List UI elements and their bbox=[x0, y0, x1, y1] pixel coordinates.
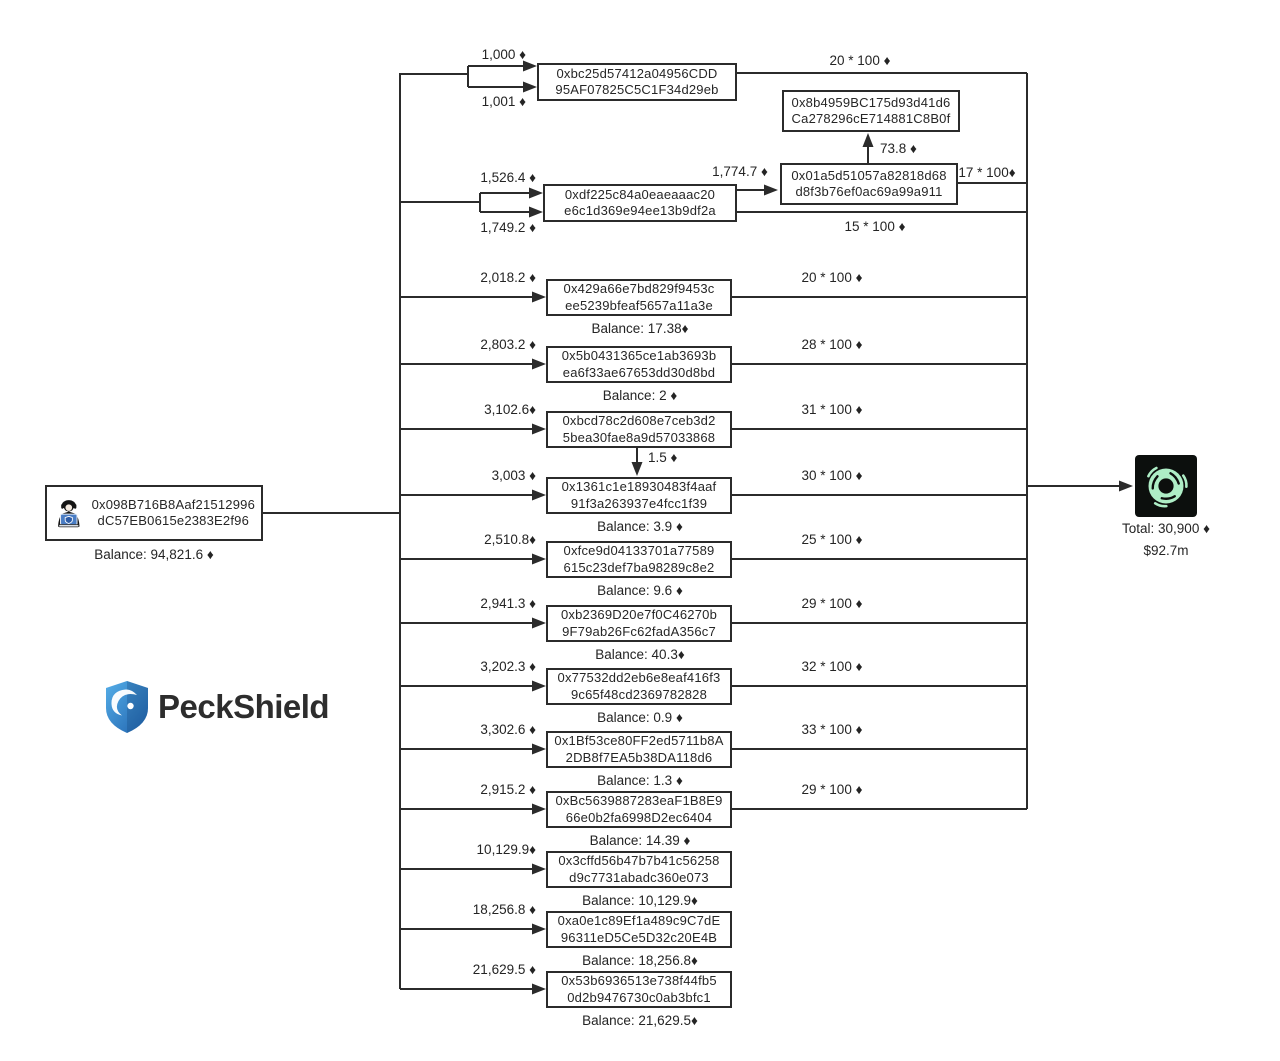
transfer-amount-label: 1.5 ♦ bbox=[648, 450, 678, 465]
row-in-amount: 3,302.6 ♦ bbox=[480, 722, 536, 737]
address-line2: 615c23def7ba98289c8e2 bbox=[563, 559, 715, 575]
address-line1: 0x3cffd56b47b7b41c56258 bbox=[558, 853, 720, 868]
deposit-amount-label: 20 * 100 ♦ bbox=[829, 53, 891, 68]
node-balance: Balance: 9.6 ♦ bbox=[597, 583, 683, 598]
address-line1: 0x5b0431365ce1ab3693b bbox=[561, 348, 717, 363]
address-line2: d9c7731abadc360e073 bbox=[569, 869, 709, 885]
address-line2: Ca278296cE714881C8B0f bbox=[791, 111, 951, 126]
address-line1: 0x1Bf53ce80FF2ed5711b8A bbox=[554, 733, 724, 748]
row-in-amount: 21,629.5 ♦ bbox=[472, 962, 536, 977]
address-node bbox=[546, 851, 732, 888]
address-node bbox=[546, 731, 732, 768]
address-line1: 0xbcd78c2d608e7ceb3d2 bbox=[562, 413, 716, 428]
address-line1: 0xBc5639887283eaF1B8E9 bbox=[555, 793, 723, 808]
hacker-icon bbox=[53, 493, 85, 533]
row-out-amount: 29 * 100 ♦ bbox=[801, 596, 863, 611]
node-balance: Balance: 40.3♦ bbox=[595, 647, 685, 662]
row-in-amount: 3,003 ♦ bbox=[491, 468, 536, 483]
tornado-cash-icon bbox=[1135, 455, 1197, 517]
address-line1: 0x53b6936513e738f44fb5 bbox=[561, 973, 717, 988]
row-out-amount: 30 * 100 ♦ bbox=[801, 468, 863, 483]
address-line2: 95AF07825C5C1F34d29eb bbox=[555, 82, 719, 97]
node-balance: Balance: 0.9 ♦ bbox=[597, 710, 683, 725]
address-line1: 0x77532dd2eb6e8eaf416f3 bbox=[557, 670, 721, 685]
node-balance: Balance: 2 ♦ bbox=[602, 388, 678, 403]
row-out-amount: 28 * 100 ♦ bbox=[801, 337, 863, 352]
address-line2: ea6f33ae67653dd30d8bd bbox=[562, 364, 716, 380]
row-in-amount: 2,941.3 ♦ bbox=[480, 596, 536, 611]
address-line1: 0x01a5d51057a82818d68 bbox=[791, 167, 947, 183]
address-node bbox=[546, 791, 732, 828]
row-out-amount: 29 * 100 ♦ bbox=[801, 782, 863, 797]
transfer-amount-label: 1,000 ♦ bbox=[481, 47, 526, 62]
address-line2: 2DB8f7EA5b38DA118d6 bbox=[565, 749, 713, 765]
address-line2: 91f3a263937e4fcc1f39 bbox=[570, 495, 708, 511]
row-in-amount: 10,129.9♦ bbox=[476, 842, 536, 857]
row-out-amount: 32 * 100 ♦ bbox=[801, 659, 863, 674]
address-node-8b49 bbox=[782, 90, 960, 132]
row-in-amount: 18,256.8 ♦ bbox=[472, 902, 536, 917]
peckshield-logo bbox=[103, 680, 329, 734]
peckshield-wordmark: PeckShield bbox=[158, 688, 330, 725]
row-in-amount: 2,018.2 ♦ bbox=[480, 270, 536, 285]
address-node bbox=[546, 477, 732, 514]
transfer-amount-label: 1,749.2 ♦ bbox=[480, 220, 536, 235]
node-balance: Balance: 3.9 ♦ bbox=[597, 519, 683, 534]
source-address-line2: dC57EB0615e2383E2f96 bbox=[97, 513, 250, 528]
transfer-amount-label: 1,526.4 ♦ bbox=[480, 170, 536, 185]
transfer-amount-label: 73.8 ♦ bbox=[880, 141, 917, 156]
row-out-amount: 31 * 100 ♦ bbox=[801, 402, 863, 417]
address-line2: ee5239bfeaf5657a11a3e bbox=[565, 297, 713, 313]
node-balance: Balance: 18,256.8♦ bbox=[582, 953, 698, 968]
node-balance: Balance: 10,129.9♦ bbox=[582, 893, 698, 908]
node-balance: Balance: 1.3 ♦ bbox=[597, 773, 683, 788]
transfer-amount-label: 1,774.7 ♦ bbox=[712, 164, 768, 179]
address-line1: 0x1361c1e18930483f4aaf bbox=[561, 479, 717, 494]
address-line1: 0xdf225c84a0eaeaaac20 bbox=[564, 186, 716, 202]
address-node bbox=[546, 541, 732, 578]
address-node-df22 bbox=[543, 184, 737, 222]
address-line2: 9c65f48cd2369782828 bbox=[570, 686, 708, 702]
address-line2: 5bea30fae8a9d57033868 bbox=[562, 429, 716, 445]
node-balance: Balance: 21,629.5♦ bbox=[582, 1013, 698, 1028]
peckshield-shield-icon bbox=[103, 680, 151, 734]
row-in-amount: 3,202.3 ♦ bbox=[480, 659, 536, 674]
address-line2: 66e0b2fa6998D2ec6404 bbox=[565, 809, 713, 825]
address-line1: 0xfce9d04133701a77589 bbox=[563, 543, 715, 558]
row-in-amount: 2,510.8♦ bbox=[484, 532, 536, 547]
source-balance: Balance: 94,821.6 ♦ bbox=[94, 547, 214, 562]
address-node-bc25 bbox=[537, 63, 737, 101]
address-line1: 0x8b4959BC175d93d41d6 bbox=[791, 94, 951, 110]
address-line1: 0xbc25d57412a04956CDD bbox=[556, 65, 718, 81]
address-node bbox=[546, 911, 732, 948]
row-out-amount: 20 * 100 ♦ bbox=[801, 270, 863, 285]
address-node bbox=[546, 605, 732, 642]
node-balance: Balance: 17.38♦ bbox=[591, 321, 689, 336]
address-node bbox=[546, 668, 732, 705]
row-out-amount: 33 * 100 ♦ bbox=[801, 722, 863, 737]
address-line1: 0xa0e1c89Ef1a489c9C7dE bbox=[557, 913, 721, 928]
address-node bbox=[546, 971, 732, 1008]
source-address-node bbox=[45, 485, 263, 541]
address-line2: 96311eD5Ce5D32c20E4B bbox=[560, 929, 718, 945]
destination-total: Total: 30,900 ♦ bbox=[1122, 521, 1210, 536]
address-line1: 0x429a66e7bd829f9453c bbox=[563, 281, 715, 296]
address-node bbox=[546, 346, 732, 383]
address-node bbox=[546, 411, 732, 448]
address-line2: 9F79ab26Fc62fadA356c7 bbox=[562, 623, 716, 639]
row-in-amount: 2,803.2 ♦ bbox=[480, 337, 536, 352]
destination-usd-value: $92.7m bbox=[1143, 543, 1189, 558]
source-address-line1: 0x098B716B8Aaf21512996 bbox=[91, 497, 255, 512]
deposit-amount-label: 15 * 100 ♦ bbox=[844, 219, 906, 234]
address-node bbox=[546, 279, 732, 316]
address-line2: d8f3b76ef0ac69a99a911 bbox=[795, 184, 943, 199]
address-line2: e6c1d369e94ee13b9df2a bbox=[564, 203, 716, 218]
transfer-amount-label: 1,001 ♦ bbox=[481, 94, 526, 109]
address-line2: 0d2b9476730c0ab3bfc1 bbox=[567, 989, 711, 1005]
address-line1: 0xb2369D20e7f0C46270b bbox=[561, 607, 717, 622]
node-balance: Balance: 14.39 ♦ bbox=[589, 833, 691, 848]
row-out-amount: 25 * 100 ♦ bbox=[801, 532, 863, 547]
row-in-amount: 2,915.2 ♦ bbox=[480, 782, 536, 797]
deposit-amount-label: 17 * 100♦ bbox=[958, 165, 1016, 180]
row-in-amount: 3,102.6♦ bbox=[484, 402, 536, 417]
